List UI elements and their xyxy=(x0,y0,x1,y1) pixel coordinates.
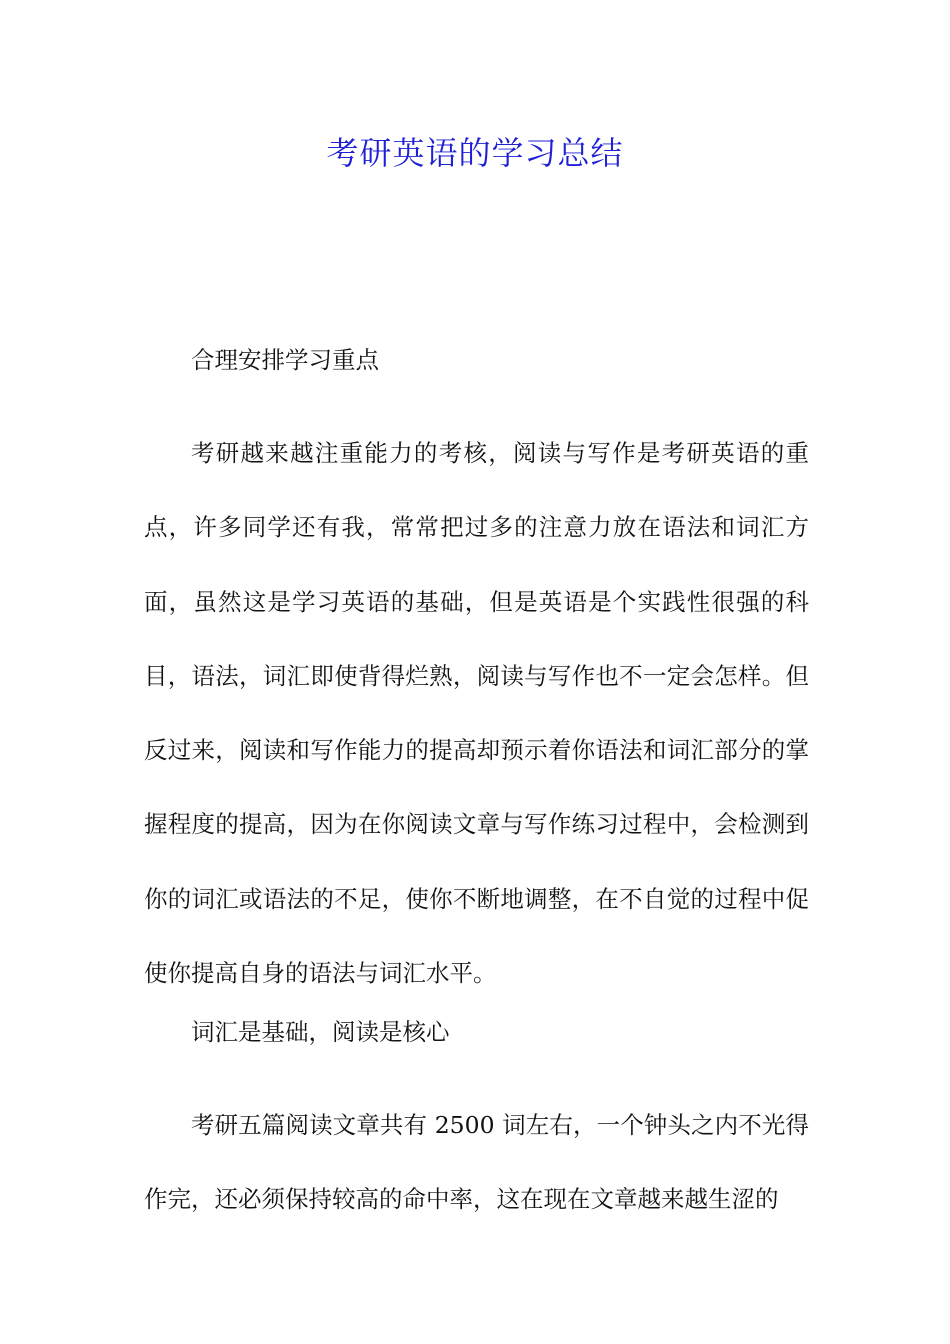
section-heading-study-focus: 合理安排学习重点 xyxy=(191,346,379,374)
paragraph-study-focus: 考研越来越注重能力的考核，阅读与写作是考研英语的重点，许多同学还有我，常常把过多的注意力放在语法和词汇方面，虽然这是学习英语的基础，但是英语是个实践性很强的科目，语法，词汇即使背得烂熟，阅读与写作也不一定会怎样。但反过来，阅读和写作能力的提高却预示着你语法和词汇部分的掌握程度的提高，因为在你阅读文章与写作练习过程中，会检测到你的词汇或语法的不足，使你不断地调整，在不自觉的过程中促使你提高自身的语法与词汇水平。 xyxy=(144,439,809,988)
section-heading-vocabulary-reading: 词汇是基础，阅读是核心 xyxy=(191,1018,450,1046)
paragraph-reading-articles: 考研五篇阅读文章共有 2500 词左右，一个钟头之内不光得作完，还必须保持较高的命中率，这在现在文章越来越生涩的 xyxy=(144,1111,809,1214)
document-title: 考研英语的学习总结 xyxy=(326,134,624,172)
